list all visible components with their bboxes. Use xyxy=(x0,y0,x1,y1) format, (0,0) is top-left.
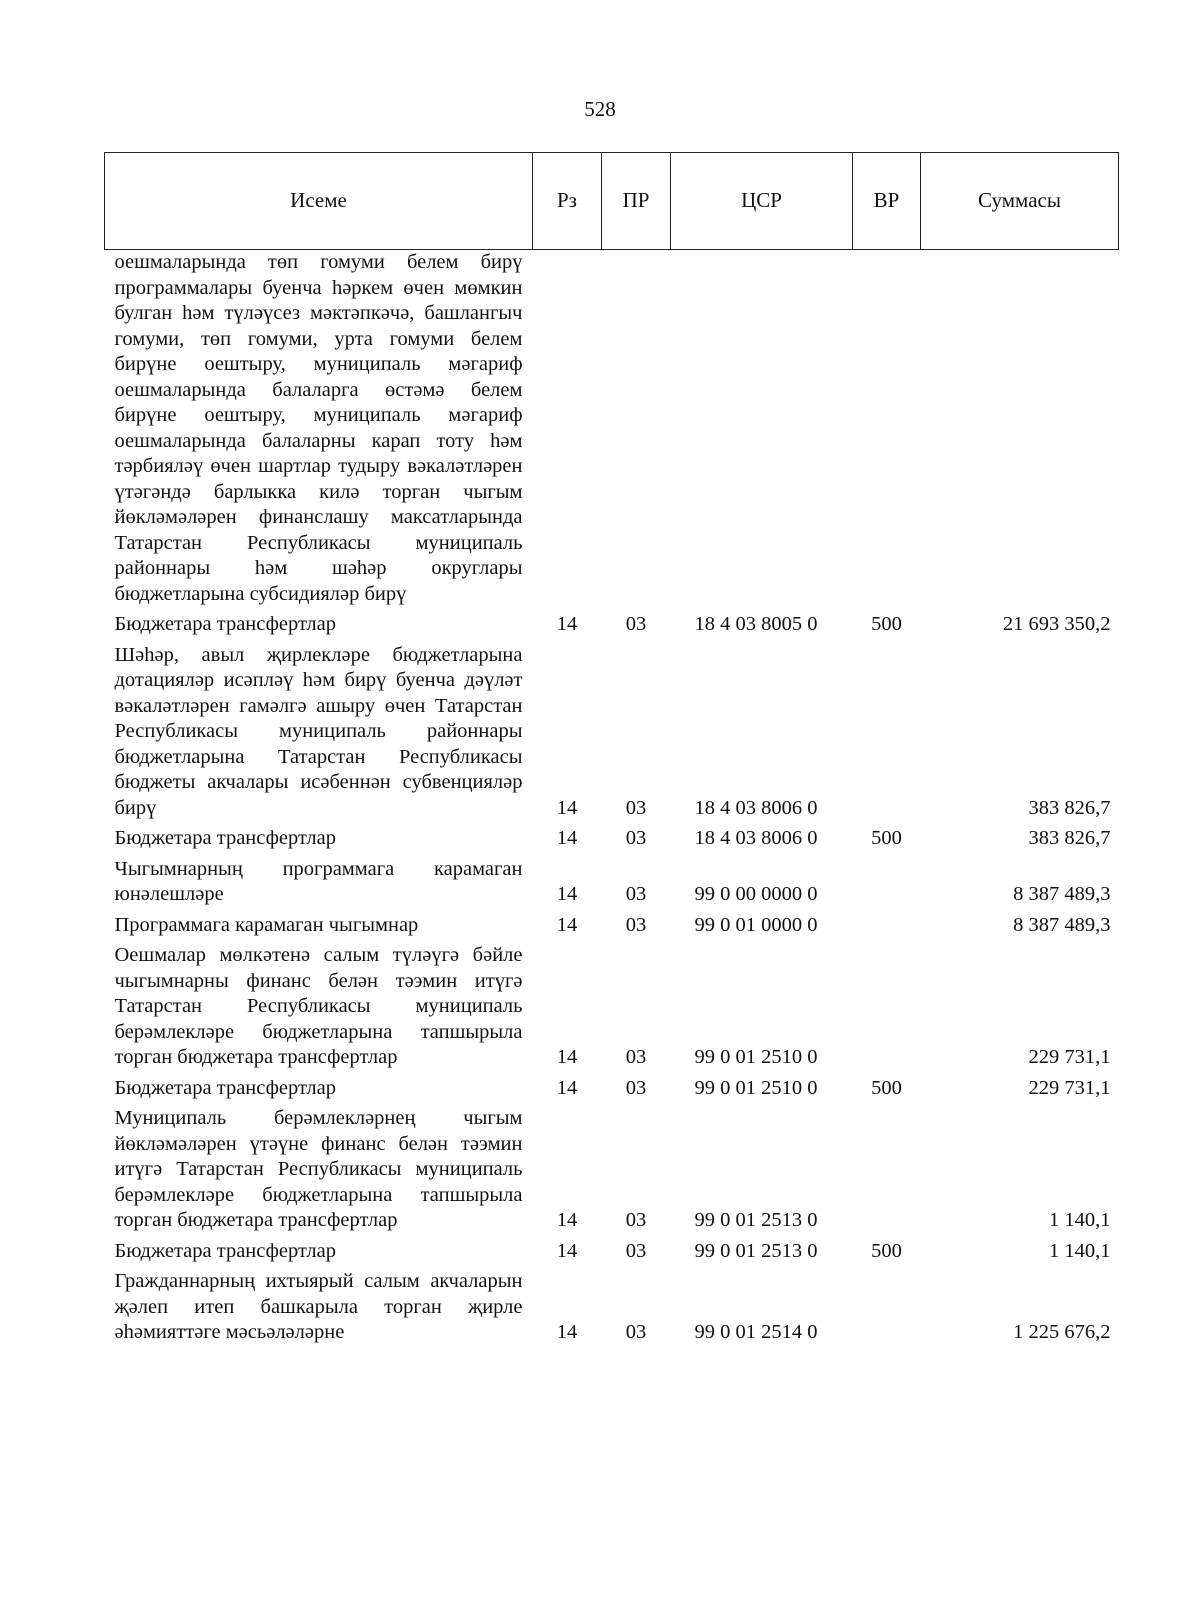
row-pr: 03 xyxy=(625,1076,647,1099)
row-name: Бюджетара трансфертлар xyxy=(114,1076,337,1099)
table-row xyxy=(105,1237,1119,1268)
row-vr: 500 xyxy=(871,1076,902,1099)
row-name: Гражданнарның ихтыярый салым акчаларын җәлеп итеп башкарыла торган җирле әһәмияттәге мәсьәләләрне xyxy=(114,1270,523,1343)
row-name: Чыгымнарның программага карамаган юнәлешләре xyxy=(114,857,523,905)
row-csr: 99 0 01 2510 0 xyxy=(694,1076,818,1099)
table-row xyxy=(105,824,1119,855)
header-pr: ПР xyxy=(602,153,671,250)
row-pr: 03 xyxy=(625,1046,647,1068)
row-vr xyxy=(853,855,921,911)
row-vr: 500 xyxy=(871,827,902,849)
row-name: Бюджетара трансфертлар xyxy=(114,1239,337,1262)
row-rz: 14 xyxy=(556,796,578,819)
row-sum: 8 387 489,3 xyxy=(1013,883,1111,905)
row-csr: 99 0 01 2510 0 xyxy=(694,1046,818,1068)
row-csr: 99 0 01 0000 0 xyxy=(694,913,818,936)
row-rz: 14 xyxy=(556,1239,578,1262)
header-csr: ЦСР xyxy=(671,153,853,250)
row-name: Бюджетара трансфертлар xyxy=(114,613,337,635)
row-sum: 229 731,1 xyxy=(1028,1046,1111,1068)
table-header xyxy=(105,153,1119,250)
row-sum: 1 140,1 xyxy=(1049,1209,1111,1231)
row-pr: 03 xyxy=(625,883,647,905)
row-pr: 03 xyxy=(625,1321,647,1343)
row-csr: 99 0 01 2513 0 xyxy=(694,1209,818,1231)
row-pr xyxy=(602,250,671,611)
row-csr: 18 4 03 8005 0 xyxy=(694,613,818,635)
table-row xyxy=(105,1267,1119,1349)
row-sum: 8 387 489,3 xyxy=(1013,913,1111,936)
row-rz: 14 xyxy=(556,1076,578,1099)
row-vr xyxy=(853,250,921,611)
row-pr: 03 xyxy=(625,613,647,635)
row-vr xyxy=(853,641,921,825)
table-row xyxy=(105,1104,1119,1237)
table-row xyxy=(105,911,1119,942)
row-rz: 14 xyxy=(556,913,578,936)
row-sum: 383 826,7 xyxy=(1028,827,1111,849)
table-row xyxy=(105,641,1119,825)
row-name: Оешмалар мөлкәтенә салым түләүгә бәйле чыгымнарны финанс белән тәэмин итүгә Татарстан Республикасы муниципаль берәмлекләре бюджетларына тапшырыла торган бюджетара трансфертлар xyxy=(114,944,523,1068)
header-sum: Суммасы xyxy=(921,153,1119,250)
row-csr: 18 4 03 8006 0 xyxy=(694,827,818,849)
row-name: оешмаларында төп гомуми белем бирү программалары буенча һәркем өчен мөмкин булган һәм түләүсез мәктәпкәчә, башлангыч гомуми, төп гомуми, урта гомуми белем бирүне оештыру, муниципаль мәгариф оешмаларында балаларга өстәмә белем бирүне оештыру, муниципаль мәгариф оешмаларында балаларны карап тоту һәм тәрбияләү өчен шартлар тудыру вәкаләтләрен үтәгәндә барлыкка килә торган чыгым йөкләмәләрен финанслашу максатларында Татарстан Республикасы муниципаль районнары һәм шәһәр округлары бюджетларына субсидияләр бирү xyxy=(114,251,523,605)
row-rz: 14 xyxy=(556,1209,578,1231)
row-csr: 99 0 00 0000 0 xyxy=(694,883,818,905)
row-rz: 14 xyxy=(556,1046,578,1068)
row-sum: 383 826,7 xyxy=(1028,796,1111,819)
row-vr xyxy=(853,911,921,942)
header-name: Исеме xyxy=(105,153,533,250)
row-sum: 21 693 350,2 xyxy=(1002,613,1111,635)
row-vr xyxy=(853,1104,921,1237)
row-vr xyxy=(853,1267,921,1349)
table-row xyxy=(105,250,1119,611)
row-pr: 03 xyxy=(625,1239,647,1262)
row-name: Муниципаль берәмлекләрнең чыгым йөкләмәләрен үтәүне финанс белән тәэмин итүгә Татарстан Республикасы муниципаль берәмлекләре бюджетларына тапшырыла торган бюджетара трансфертлар xyxy=(114,1107,523,1231)
row-sum: 1 140,1 xyxy=(1049,1239,1111,1262)
row-pr: 03 xyxy=(625,1209,647,1231)
row-name: Программага карамаган чыгымнар xyxy=(114,913,419,936)
row-csr: 18 4 03 8006 0 xyxy=(694,796,818,819)
row-vr: 500 xyxy=(871,613,902,635)
row-rz: 14 xyxy=(556,883,578,905)
page-number: 528 xyxy=(584,97,616,121)
row-csr: 99 0 01 2513 0 xyxy=(694,1239,818,1262)
budget-table xyxy=(104,152,1119,1349)
row-name: Бюджетара трансфертлар xyxy=(114,827,337,849)
row-rz xyxy=(533,250,602,611)
table-row xyxy=(105,610,1119,641)
row-rz: 14 xyxy=(556,613,578,635)
row-vr xyxy=(853,941,921,1074)
row-rz: 14 xyxy=(556,827,578,849)
row-csr: 99 0 01 2514 0 xyxy=(694,1321,818,1343)
table-row xyxy=(105,941,1119,1074)
row-sum xyxy=(921,250,1119,611)
row-pr: 03 xyxy=(625,796,647,819)
row-pr: 03 xyxy=(625,827,647,849)
row-pr: 03 xyxy=(625,913,647,936)
row-sum: 229 731,1 xyxy=(1028,1076,1111,1099)
header-vr: ВР xyxy=(853,153,921,250)
row-rz: 14 xyxy=(556,1321,578,1343)
row-sum: 1 225 676,2 xyxy=(1013,1321,1111,1343)
row-vr: 500 xyxy=(871,1239,902,1262)
row-name: Шәһәр, авыл җирлекләре бюджетларына дотацияләр исәпләү һәм бирү буенча дәүләт вәкаләтләрен гамәлгә ашыру өчен Татарстан Республикасы муниципаль районнары бюджетларына Татарстан Республикасы бюджеты акчалары исәбеннән субвенцияләр бирү xyxy=(114,643,523,819)
row-csr xyxy=(671,250,853,611)
table-row xyxy=(105,1074,1119,1105)
header-rz: Рз xyxy=(533,153,602,250)
table-body xyxy=(105,250,1119,1349)
table-row xyxy=(105,855,1119,911)
